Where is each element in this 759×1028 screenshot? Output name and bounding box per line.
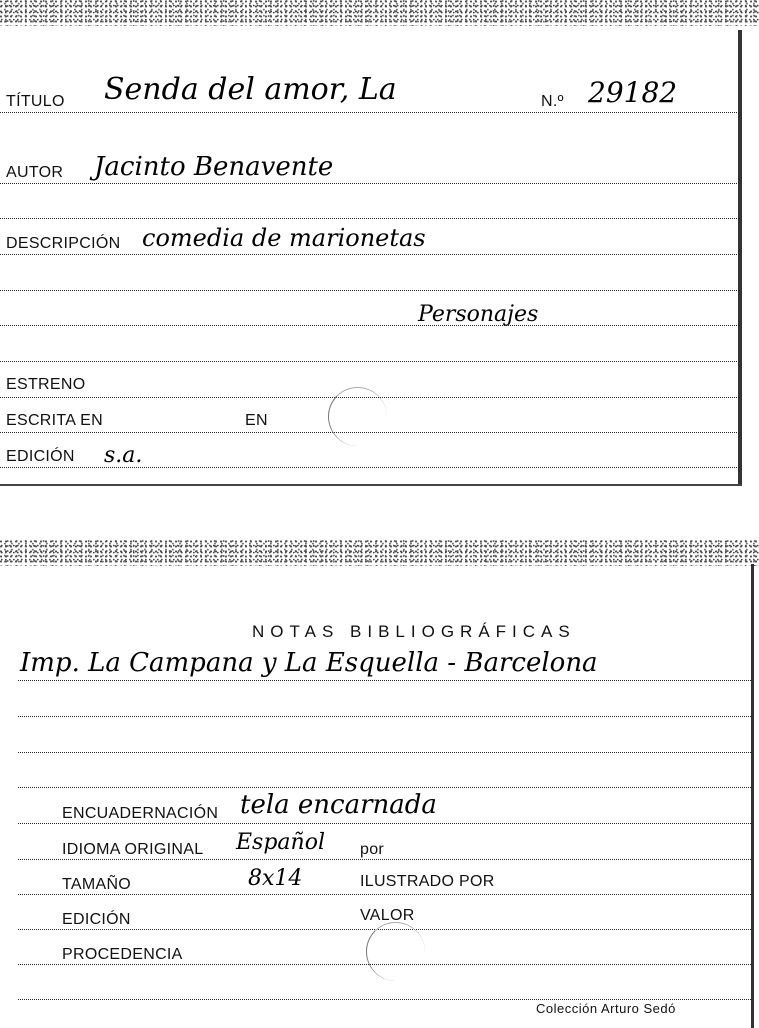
descripcion-label: DESCRIPCIÓN	[6, 235, 121, 252]
edicion-label: EDICIÓN	[62, 911, 131, 928]
procedencia-label: PROCEDENCIA	[62, 946, 183, 963]
escrita-en-label: ESCRITA EN	[6, 412, 103, 429]
rule-line	[0, 112, 739, 113]
rule-line	[18, 999, 751, 1000]
rule-line	[18, 752, 751, 753]
titulo-value: Senda del amor, La	[104, 72, 397, 107]
idioma-original-value: Español	[236, 830, 325, 855]
notas-heading: NOTAS BIBLIOGRÁFICAS	[252, 622, 576, 641]
tamano-label: TAMAÑO	[62, 876, 132, 893]
rule-line	[0, 290, 739, 291]
autor-label: AUTOR	[6, 164, 64, 181]
catalog-card-bottom	[0, 540, 759, 1028]
rule-line	[0, 325, 739, 326]
notas-value: Imp. La Campana y La Esquella - Barcelona	[20, 648, 598, 678]
rule-line	[18, 823, 751, 824]
rule-line	[0, 183, 739, 184]
collection-footer: Colección Arturo Sedó	[536, 1001, 676, 1016]
card-edge-texture	[0, 540, 759, 566]
card-border-bottom	[0, 484, 742, 486]
en-label: EN	[245, 412, 268, 429]
idioma-original-label: IDIOMA ORIGINAL	[62, 841, 204, 858]
titulo-label: TÍTULO	[6, 93, 65, 110]
punch-hole	[366, 922, 425, 981]
rule-line	[18, 859, 751, 860]
rule-line	[18, 716, 751, 717]
tamano-value: 8x14	[248, 866, 303, 891]
descripcion-value: comedia de marionetas	[142, 224, 426, 252]
rule-line	[18, 894, 751, 895]
valor-label: VALOR	[360, 907, 415, 924]
encuadernacion-value: tela encarnada	[240, 790, 437, 820]
edicion-value: s.a.	[104, 443, 143, 468]
estreno-label: ESTRENO	[6, 376, 86, 393]
encuadernacion-label: ENCUADERNACIÓN	[62, 805, 219, 822]
ilustrado-por-label: ILUSTRADO POR	[360, 873, 495, 890]
catalog-card-top	[0, 0, 759, 495]
rule-line	[18, 787, 751, 788]
numero-label: N.º	[541, 93, 564, 110]
personajes-value: Personajes	[418, 302, 539, 327]
card-border-right	[738, 30, 742, 485]
punch-hole	[328, 387, 387, 446]
autor-value: Jacinto Benavente	[94, 152, 334, 182]
rule-line	[0, 254, 739, 255]
card-border-right	[751, 564, 754, 1028]
card-edge-texture	[0, 0, 759, 26]
rule-line	[0, 361, 739, 362]
por-label: por	[360, 841, 385, 858]
numero-value: 29182	[588, 76, 678, 109]
edicion-label: EDICIÓN	[6, 448, 75, 465]
rule-line	[18, 680, 751, 681]
rule-line	[0, 218, 739, 219]
